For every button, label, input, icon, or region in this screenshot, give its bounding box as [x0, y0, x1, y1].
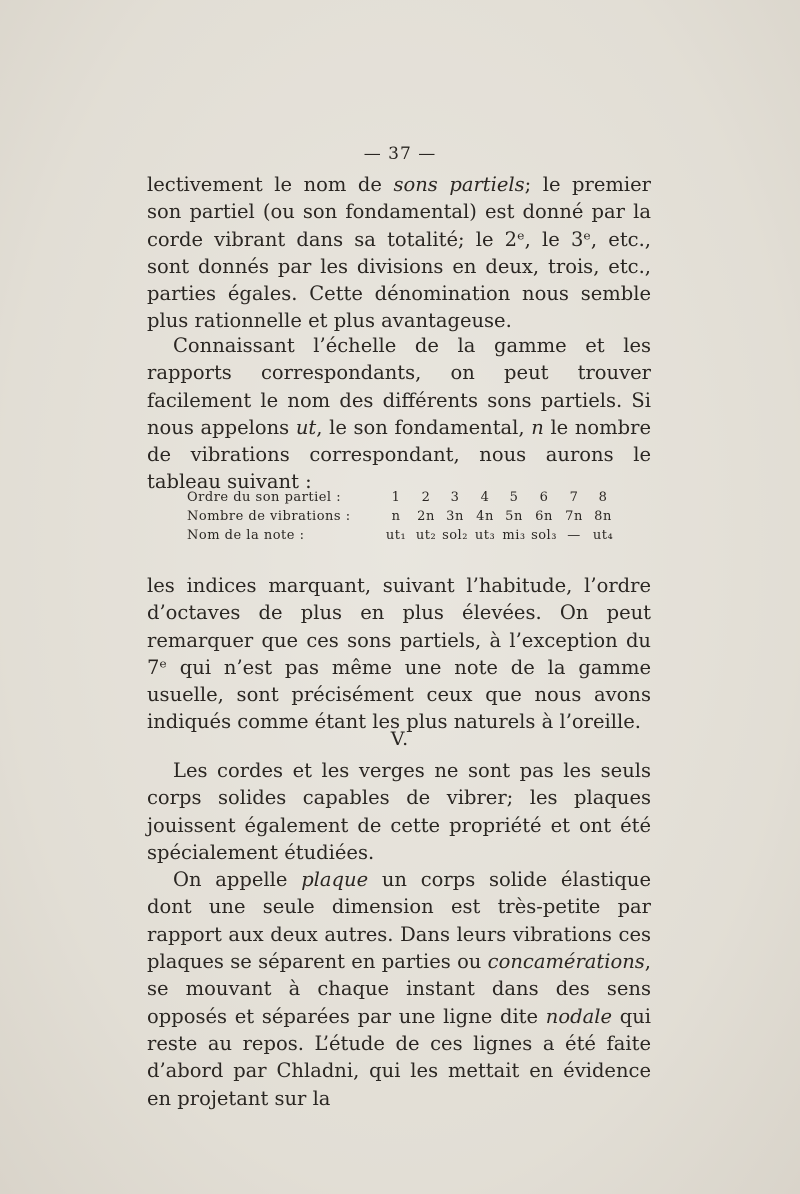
table-row-label: Nombre de vibrations :	[187, 509, 351, 524]
para4-text: Les cordes et les verges ne sont pas les seuls corps solides capables de vibrer; les plaques jouissent également de cette propriété et ont été spécialement étudiées.	[147, 759, 651, 864]
table-row-label: Nom de la note :	[187, 528, 305, 543]
table-cell: 5	[509, 490, 519, 505]
para5-emphasis-plaque: plaque	[301, 868, 369, 892]
paragraph-5	[147, 866, 651, 1112]
section-heading: V.	[390, 728, 410, 750]
table-cell: ut₃	[474, 528, 496, 543]
table-cell: 2	[421, 490, 431, 505]
table-cell: 4	[480, 490, 490, 505]
table-cell: 8	[598, 490, 608, 505]
table-cell: sol₃	[531, 528, 557, 543]
para1-text-a: lectivement le nom de	[147, 173, 394, 196]
page-number: — 37 —	[363, 144, 437, 164]
table-cell: sol₂	[442, 528, 468, 543]
table-cell: mi₃	[502, 528, 526, 543]
para5-emphasis-nodale: nodale	[545, 1004, 612, 1028]
para5-emphasis-concamerations: concamérations	[487, 950, 645, 974]
para5-text-b: un corps solide élastique dont une seule dimension est très-petite par rapport aux deux autres. Dans leurs vibrations ces plaques se séparent en parties ou	[147, 868, 651, 974]
table-cell: 1	[391, 490, 401, 505]
table-cell: 7n	[565, 509, 583, 524]
table-cell: 6	[539, 490, 549, 505]
para5-text-c: , se mouvant à chaque instant dans des sens opposés et séparées par une ligne dite	[147, 950, 651, 1028]
para2-text-c: le nombre de vibrations correspondant, nous aurons le tableau suivant :	[147, 415, 652, 494]
table-cell: 5n	[505, 509, 523, 524]
table-cell: ut₁	[385, 528, 407, 543]
para5-text-a: On appelle	[173, 868, 302, 892]
para1-text-b: ; le premier son partiel (ou son fondamental) est donné par la corde vibrant dans sa totalité; le 2ᵉ, le 3ᵉ, etc., sont donnés par les divisions en deux, trois, etc., parties égales. Cette dénomination nous semble plus rationnelle et plus avantageuse.	[147, 173, 651, 333]
table-cell: 7	[569, 490, 579, 505]
table-cell: 3	[450, 490, 460, 505]
table-cell: 2n	[417, 509, 435, 524]
para2-emphasis-n: n	[531, 415, 544, 439]
table-cell: ut₄	[592, 528, 614, 543]
table-cell: n	[391, 509, 401, 524]
para5-text-d: qui reste au repos. L’étude de ces lignes a été faite d’abord par Chladni, qui les mettait en évidence en projetant sur la	[147, 1004, 651, 1110]
table-cell: 6n	[535, 509, 553, 524]
paragraph-2	[147, 332, 651, 496]
para3-text: les indices marquant, suivant l’habitude, l’ordre d’octaves de plus en plus élevées. On peut remarquer que ces sons partiels, à l’exception du 7ᵉ qui n’est pas même une note de la gamme usuelle, sont précisément ceux que nous avons indiqués comme étant les plus naturels à l’oreille.	[147, 574, 651, 734]
table-cell: 4n	[476, 509, 494, 524]
paragraph-3	[147, 572, 651, 736]
para2-emphasis-ut: ut	[295, 415, 317, 439]
table-cell: 8n	[594, 509, 612, 524]
paragraph-4	[147, 757, 651, 1112]
para2-text-a: Connaissant l’échelle de la gamme et les rapports correspondants, on peut trouver facilement le nom des différents sons partiels. Si nous appelons	[147, 334, 651, 439]
para2-text-b: , le son fondamental,	[316, 415, 532, 439]
table-cell: —	[567, 528, 581, 543]
paragraph-1	[147, 171, 651, 335]
table-row-label: Ordre du son partiel :	[187, 490, 342, 505]
table-cell: ut₂	[415, 528, 437, 543]
para1-emphasis: sons partiels	[393, 173, 525, 196]
table-cell: 3n	[446, 509, 464, 524]
